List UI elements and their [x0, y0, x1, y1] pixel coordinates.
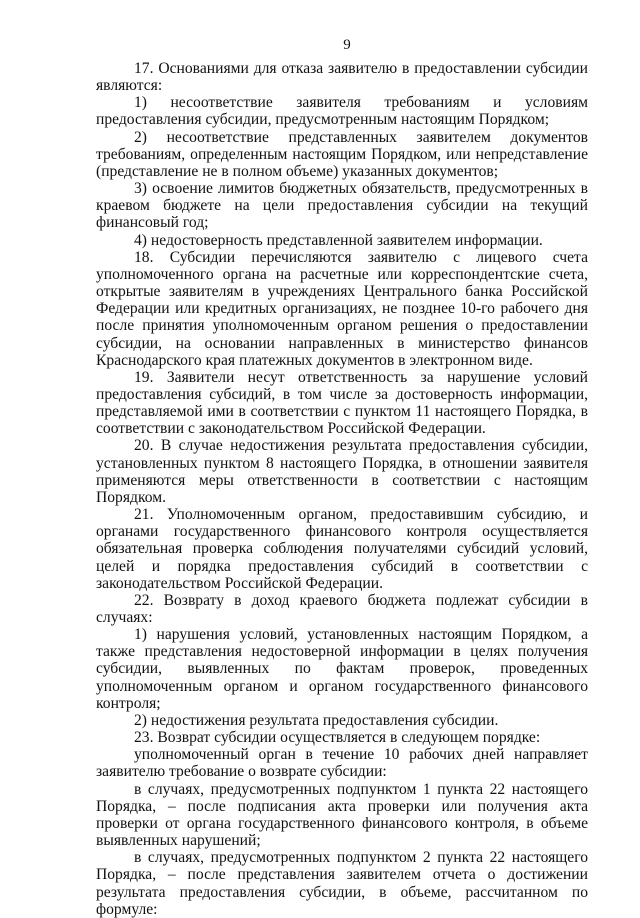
- paragraph-17-1: 1) несоответствие заявителя требованиям и условиям предоставления субсидии, предусмотренным настоящим Порядком;: [96, 94, 588, 129]
- paragraph-17-2: 2) несоответствие представленных заявителем документов требованиям, определенным настоящим Порядком, или непредставление (представление не в полном объеме) указанных документов;: [96, 128, 588, 180]
- paragraph-17-3: 3) освоение лимитов бюджетных обязательств, предусмотренных в краевом бюджете на цели предоставления субсидии на текущий финансовый год;: [96, 180, 588, 232]
- paragraph-22: 22. Возврату в доход краевого бюджета подлежат субсидии в случаях:: [96, 591, 588, 626]
- paragraph-22-2: 2) недостижения результата предоставления субсидии.: [134, 711, 499, 729]
- page-number: 9: [343, 37, 351, 53]
- paragraph-18: 18. Субсидии перечисляются заявителю с лицевого счета уполномоченного органа на расчетные или корреспондентские счета, открытые заявителям в учреждениях Центрального банка Российской Федерации или кредитных организациях, не позднее 10-го рабочего дня после принятия уполномоченным органом решения о предоставлении субсидии, на основании направленных в министерство финансов Краснодарского края платежных документов в электронном виде.: [96, 248, 588, 369]
- paragraph-19: 19. Заявители несут ответственность за нарушение условий предоставления субсидий, в том числе за достоверность информации, представляемой ими в соответствии с пунктом 11 настоящего Порядка, в соответствии с законодательством Российской Федерации.: [96, 368, 588, 438]
- paragraph-21: 21. Уполномоченным органом, предоставившим субсидию, и органами государственного финансового контроля осуществляется обязательная проверка соблюдения получателями субсидий условий, целей и порядка предоставления субсидий в соответствии с законодательством Российской Федерации.: [96, 506, 588, 592]
- paragraph-23: 23. Возврат субсидии осуществляется в следующем порядке:: [134, 729, 541, 747]
- paragraph-20: 20. В случае недостижения результата предоставления субсидии, установленных пунктом 8 настоящего Порядка, в отношении заявителя применяются меры ответственности в соответствии с настоящим Порядком.: [96, 437, 588, 506]
- paragraph-17-4: 4) недостоверность представленной заявителем информации.: [134, 231, 543, 249]
- paragraph-17: 17. Основаниями для отказа заявителю в предоставлении субсидии являются:: [96, 60, 588, 95]
- paragraph-23-case-1: в случаях, предусмотренных подпунктом 1 пункта 22 настоящего Порядка, – после подписания акта проверки или получения акта проверки от органа государственного финансового контроля, в объеме выявленных нарушений;: [96, 780, 588, 850]
- paragraph-23-case-2: в случаях, предусмотренных подпунктом 2 пункта 22 настоящего Порядка, – после представления заявителем отчета о достижении результата предоставления субсидии, в объеме, рассчитанном по формуле:: [96, 849, 588, 918]
- paragraph-22-1: 1) нарушения условий, установленных настоящим Порядком, а также представления недостоверной информации в целях получения субсидии, выявленных по фактам проверок, проведенных уполномоченным органом и органом государственного финансового контроля;: [96, 626, 588, 712]
- paragraph-23-intro: уполномоченный орган в течение 10 рабочих дней направляет заявителю требование о возврате субсидии:: [96, 746, 588, 781]
